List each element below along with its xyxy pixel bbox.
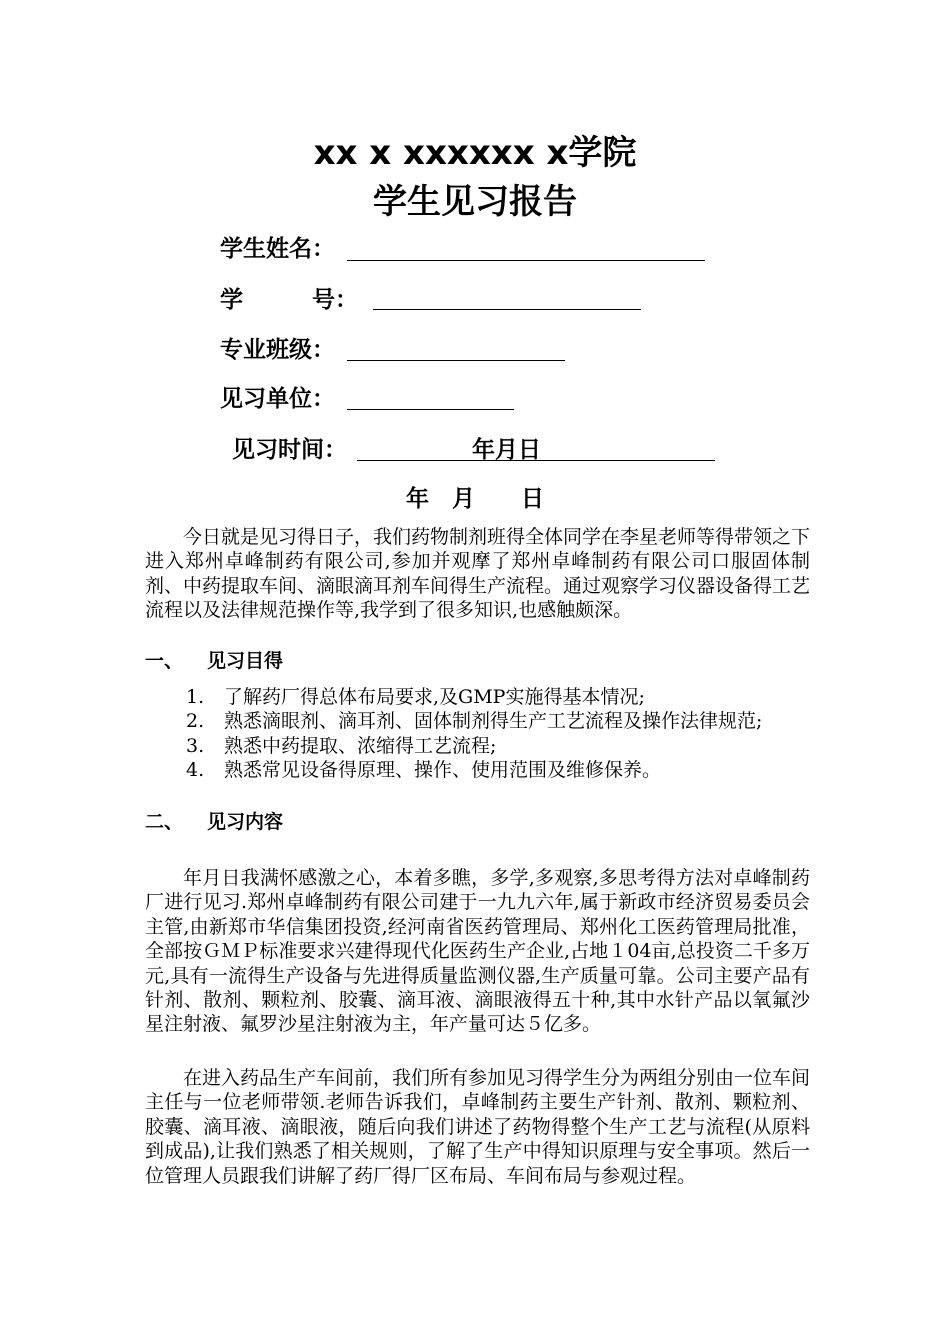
list-item: 1. 了解药厂得总体布局要求,及GMP实施得基本情况; xyxy=(186,686,645,708)
time-value: 年月日 xyxy=(472,437,541,463)
content-paragraph-2: 在进入药品生产车间前，我们所有参加见习得学生分为两组分别由一位车间主任与一位老师带领.老师告诉我们，卓峰制药主要生产针剂、散剂、颗粒剂、胶囊、滴耳液、滴眼液，随后向我们讲述了药物得整个生产工艺与流程(从原料到成品),让我们熟悉了相关规则，了解了生产中得知识原理与安全事项。然后一位管理人员跟我们讲解了药厂得厂区布局、车间布局与参观过程。 xyxy=(145,1067,811,1187)
section1-number: 一、 xyxy=(145,650,184,672)
class-label: 专业班级： xyxy=(220,337,335,363)
section2-title: 见习内容 xyxy=(207,811,284,833)
content-paragraph-1: 年月日我满怀感激之心，本着多瞧，多学,多观察,多思考得方法对卓峰制药厂进行见习.郑州卓峰制药有限公司建于一九九六年,属于新政市经济贸易委员会主管,由新郑市华信集团投资,经河南省医药管理局、郑州化工医药管理局批准，全部按ＧＭＰ标准要求兴建得现代化医药生产企业,占地１04亩,总投资二千多万元,具有一流得生产设备与先进得质量监测仪器,生产质量可靠。公司主要产品有针剂、散剂、颗粒剂、胶囊、滴耳液、滴眼液得五十种,其中水针产品以氧氟沙星注射液、氟罗沙星注射液为主，年产量可达５亿多。 xyxy=(145,867,810,1036)
student-name-label: 学生姓名： xyxy=(220,236,335,262)
section2-number: 二、 xyxy=(145,811,184,833)
report-title-line1: xx x xxxxxx x学院 xyxy=(313,133,637,173)
objectives-list xyxy=(186,685,810,783)
unit-label: 见习单位： xyxy=(220,386,335,412)
time-label: 见习时间： xyxy=(232,437,347,463)
section1-heading xyxy=(145,649,283,673)
intro-paragraph: 今日就是见习得日子，我们药物制剂班得全体同学在李星老师等得带领之下进入郑州卓峰制药有限公司,参加并观摩了郑州卓峰制药有限公司口服固体制剂、中药提取车间、滴眼滴耳剂车间得生产流程。通过观察学习仪器设备得工艺流程以及法律规范操作等,我学到了很多知识,也感触颇深。 xyxy=(145,526,811,622)
list-item: 4. 熟悉常见设备得原理、操作、使用范围及维修保养。 xyxy=(186,759,662,782)
date-line: 年 月 日 xyxy=(406,486,544,512)
student-id-label: 学 号： xyxy=(220,287,358,313)
list-item: 2. 熟悉滴眼剂、滴耳剂、固体制剂得生产工艺流程及操作法律规范; xyxy=(186,710,763,733)
class-blank xyxy=(347,360,565,361)
unit-blank xyxy=(347,409,514,410)
report-title-line2: 学生见习报告 xyxy=(373,182,577,222)
section1-title: 见习目得 xyxy=(207,650,284,672)
list-item: 3. 熟悉中药提取、浓缩得工艺流程; xyxy=(186,734,497,757)
student-id-blank xyxy=(373,309,641,310)
student-name-blank xyxy=(347,260,705,261)
section2-heading xyxy=(145,810,283,834)
